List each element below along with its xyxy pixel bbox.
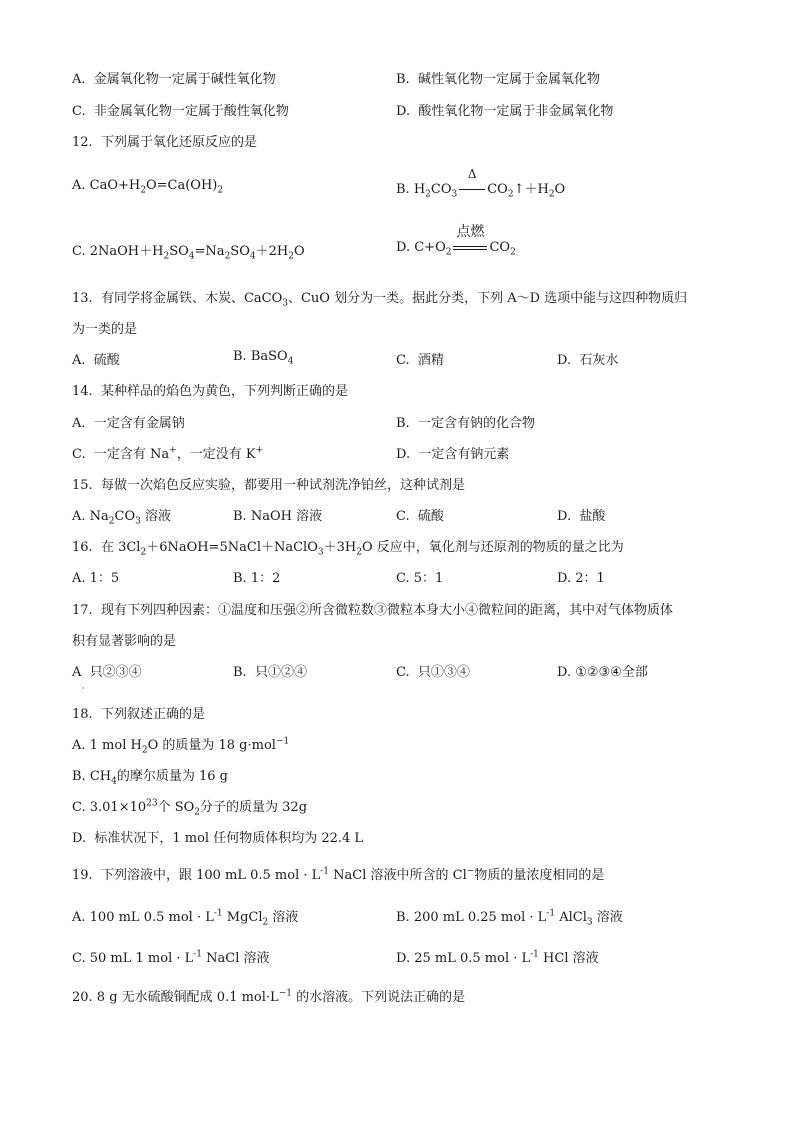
q12-b-products: $CO_2↑+H_2O$ bbox=[487, 182, 566, 200]
q11-option-a[interactable]: A. 金属氧化物一定属于碱性氧化物 bbox=[72, 72, 276, 87]
ignition-condition-arrow bbox=[451, 224, 489, 255]
q12-option-c[interactable]: C. $2NaOH+H_2SO_4=Na_2SO_4+2H_2O$ bbox=[72, 244, 305, 262]
ignition-label: 点燃 bbox=[456, 224, 485, 240]
q14-option-c[interactable]: C. 一定含有 Na+，一定没有 K+ bbox=[72, 445, 264, 462]
q11-option-c[interactable]: C. 非金属氧化物一定属于酸性氧化物 bbox=[72, 104, 289, 119]
q19-option-a[interactable]: A. 100 mL 0.5 mol · $L^{-1}$ MgCl$_2$ 溶液 bbox=[72, 908, 299, 928]
q19-option-d[interactable]: D. 25 mL 0.5 mol · $L^{-1}$ HCl 溶液 bbox=[396, 949, 599, 966]
q13-stem-line1: 13. 有同学将金属铁、木炭、CaCO$_3$、CuO 划分为一类。据此分类，下列 A～D 选项中能与这四种物质归 bbox=[72, 291, 688, 309]
q15-stem: 15. 每做一次焰色反应实验，都要用一种试剂洗净铂丝，这种试剂是 bbox=[72, 478, 465, 493]
q17-stem-line1: 17. 现有下列四种因素：①温度和压强②所含微粒数③微粒本身大小④微粒间的距离，其中对气体物质体 bbox=[72, 603, 673, 618]
q18-option-b[interactable]: B. $CH_4$的摩尔质量为 16 g bbox=[72, 769, 228, 787]
q18-stem: 18. 下列叙述正确的是 bbox=[72, 707, 205, 722]
q14-option-b[interactable]: B. 一定含有钠的化合物 bbox=[396, 416, 535, 431]
q17-option-a[interactable]: A 只②③④ bbox=[72, 665, 142, 680]
q13-option-c[interactable]: C. 酒精 bbox=[396, 353, 444, 368]
q13-option-d[interactable]: D. 石灰水 bbox=[557, 353, 619, 368]
q11-option-b[interactable]: B. 碱性氧化物一定属于金属氧化物 bbox=[396, 72, 600, 87]
q19-option-c[interactable]: C. 50 mL 1 mol · $L^{-1}$ NaCl 溶液 bbox=[72, 949, 270, 966]
q17-option-d[interactable]: D. ①②③④全部 bbox=[557, 665, 648, 680]
q14-option-d[interactable]: D. 一定含有钠元素 bbox=[396, 447, 510, 462]
q16-option-a[interactable]: A. 1：5 bbox=[72, 571, 120, 586]
q13-option-a[interactable]: A. 硫酸 bbox=[72, 353, 120, 368]
q14-stem: 14. 某种样品的焰色为黄色，下列判断正确的是 bbox=[72, 384, 348, 399]
q12-option-d[interactable] bbox=[396, 224, 516, 258]
q15-option-a[interactable]: A. $Na_2CO_3$ 溶液 bbox=[72, 509, 171, 527]
q16-option-c[interactable]: C. 5：1 bbox=[396, 571, 444, 586]
q16-option-d[interactable]: D. 2：1 bbox=[557, 571, 605, 586]
q18-option-a[interactable]: A. 1 mol $H_2O$ 的质量为 18 g·mol$^{-1}$ bbox=[72, 736, 290, 756]
q12-b-reactant: B. $H_2CO_3$ bbox=[396, 182, 458, 200]
q12-stem: 12. 下列属于氧化还原反应的是 bbox=[72, 135, 257, 150]
stray-mark: · bbox=[82, 684, 85, 693]
q16-option-b[interactable]: B. 1：2 bbox=[233, 571, 281, 586]
q13-stem-line2: 为一类的是 bbox=[72, 322, 138, 337]
q16-stem: 16. 在 $3Cl_2+6NaOH=5NaCl+NaClO_3+3H_2O$ 反应中，氧化剂与还原剂的物质的量之比为 bbox=[72, 540, 624, 558]
q13-option-b[interactable]: B. BaSO$_4$ bbox=[233, 349, 294, 367]
q15-option-b[interactable]: B. NaOH 溶液 bbox=[233, 509, 323, 524]
q15-option-d[interactable]: D. 盐酸 bbox=[557, 509, 606, 524]
q19-option-b[interactable]: B. 200 mL 0.25 mol · $L^{-1}$ AlCl$_3$ 溶液 bbox=[396, 908, 623, 928]
heat-symbol: Δ bbox=[467, 167, 477, 181]
q17-stem-line2: 积有显著影响的是 bbox=[72, 634, 177, 649]
q12-option-a[interactable]: A. $CaO+H_2O=Ca(OH)_2$ bbox=[72, 178, 224, 196]
q15-option-c[interactable]: C. 硫酸 bbox=[396, 509, 444, 524]
q18-option-d[interactable]: D. 标准状况下，1 mol 任何物质体积均为 22.4 L bbox=[72, 831, 364, 846]
q12-d-product: $CO_2$ bbox=[489, 240, 516, 258]
q12-d-reactant: D. $C+O_2$ bbox=[396, 240, 452, 258]
q17-option-c[interactable]: C. 只①③④ bbox=[396, 665, 470, 680]
q19-stem: 19. 下列溶液中，跟 100 mL 0.5 mol · $L^{-1}$ NaCl 溶液中所含的 Cl−物质的量浓度相同的是 bbox=[72, 866, 605, 883]
q17-option-b[interactable]: B. 只①②④ bbox=[233, 665, 307, 680]
q14-option-a[interactable]: A. 一定含有金属钠 bbox=[72, 416, 185, 431]
heat-condition-arrow bbox=[457, 167, 487, 197]
q20-stem: 20. 8 g 无水硫酸铜配成 0.1 $mol\cdot L^{-1}$ 的水溶液。下列说法正确的是 bbox=[72, 988, 466, 1005]
q12-option-b[interactable] bbox=[396, 167, 566, 200]
q18-option-c[interactable]: C. $3.01\times 10^{23}$个 $SO_2$分子的质量为 32g bbox=[72, 798, 308, 818]
q11-option-d[interactable]: D. 酸性氧化物一定属于非金属氧化物 bbox=[396, 104, 614, 119]
